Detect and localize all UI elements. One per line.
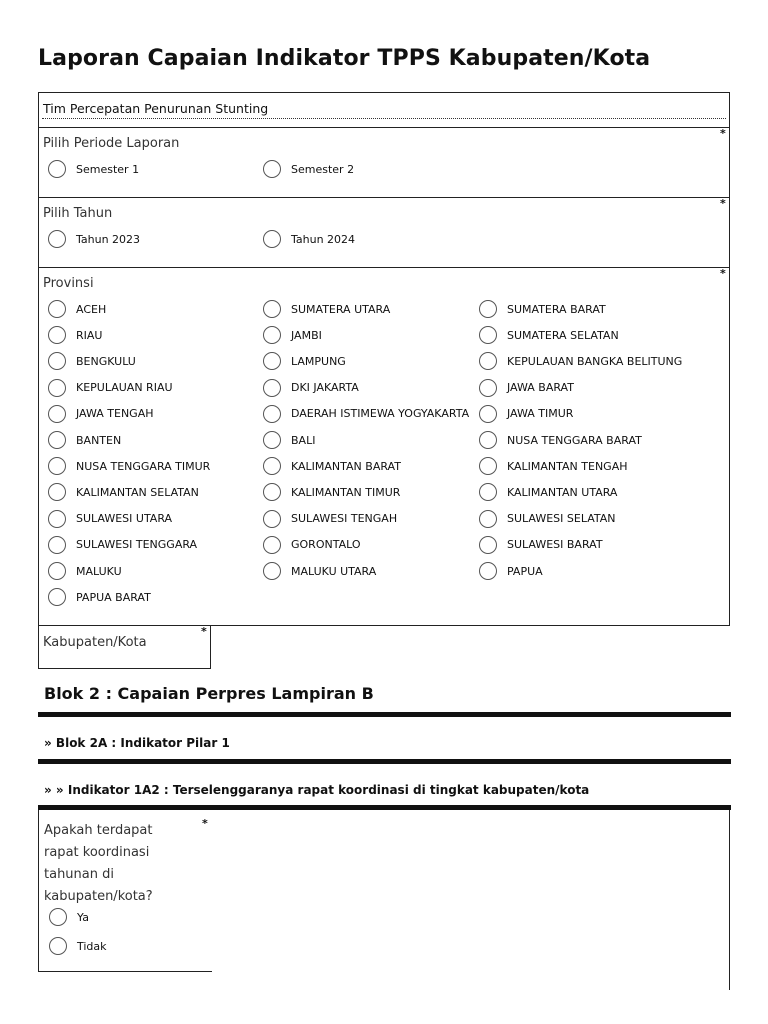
radio-button[interactable] <box>48 457 66 475</box>
radio-button[interactable] <box>48 431 66 449</box>
option-label: Semester 2 <box>291 162 355 176</box>
option-provinsi[interactable] <box>48 510 172 528</box>
option-provinsi[interactable] <box>48 326 102 344</box>
option-label: PAPUA BARAT <box>76 590 151 604</box>
radio-button[interactable] <box>479 431 497 449</box>
option-provinsi[interactable] <box>479 326 619 344</box>
option-provinsi[interactable] <box>263 510 397 528</box>
radio-button[interactable] <box>263 562 281 580</box>
option-provinsi[interactable] <box>479 457 628 475</box>
page-title: Laporan Capaian Indikator TPPS Kabupaten/Kota <box>38 46 651 71</box>
option-provinsi[interactable] <box>263 536 361 554</box>
required-marker: * <box>201 625 207 638</box>
required-marker: * <box>720 267 726 280</box>
radio-button[interactable] <box>479 300 497 318</box>
option-label: BENGKULU <box>76 354 136 368</box>
option-label: Tahun 2024 <box>291 232 356 246</box>
option-label: SULAWESI UTARA <box>76 512 173 526</box>
option-label: NUSA TENGGARA TIMUR <box>76 459 211 473</box>
option-provinsi[interactable] <box>48 588 151 606</box>
radio-button[interactable] <box>479 483 497 501</box>
option-provinsi[interactable] <box>263 431 315 449</box>
option-label: PAPUA <box>507 564 543 578</box>
option-tahun-2024[interactable] <box>263 230 355 248</box>
radio-button[interactable] <box>48 352 66 370</box>
option-label: SULAWESI SELATAN <box>507 512 616 526</box>
radio-button[interactable] <box>49 937 67 955</box>
radio-button[interactable] <box>49 908 67 926</box>
radio-button[interactable] <box>479 536 497 554</box>
option-label: SULAWESI TENGAH <box>291 512 398 526</box>
option-provinsi[interactable] <box>48 300 106 318</box>
divider <box>38 197 730 198</box>
option-label: KEPULAUAN RIAU <box>76 381 173 395</box>
option-label: Tahun 2023 <box>76 232 141 246</box>
option-label: LAMPUNG <box>291 354 346 368</box>
option-label: Ya <box>77 910 89 924</box>
indikator-1a2-heading: » » Indikator 1A2 : Terselenggaranya rapat koordinasi di tingkat kabupaten/kota <box>44 783 590 797</box>
option-label: KEPULAUAN BANGKA BELITUNG <box>507 354 683 368</box>
radio-button[interactable] <box>48 230 66 248</box>
blok-2a-heading: » Blok 2A : Indikator Pilar 1 <box>44 736 230 750</box>
option-provinsi[interactable] <box>48 562 122 580</box>
option-provinsi[interactable] <box>479 300 606 318</box>
option-provinsi[interactable] <box>479 405 573 423</box>
question-border-left <box>38 810 39 972</box>
option-label: JAWA TENGAH <box>76 407 154 421</box>
option-label: DAERAH ISTIMEWA YOGYAKARTA <box>291 407 470 421</box>
radio-button[interactable] <box>263 326 281 344</box>
periode-label: Pilih Periode Laporan <box>43 136 180 151</box>
option-label: Tidak <box>77 939 107 953</box>
radio-button[interactable] <box>48 588 66 606</box>
radio-button[interactable] <box>48 562 66 580</box>
radio-button[interactable] <box>48 300 66 318</box>
option-label: SULAWESI BARAT <box>507 538 603 552</box>
option-tahun-2023[interactable] <box>48 230 140 248</box>
radio-button[interactable] <box>48 536 66 554</box>
option-semester-2[interactable] <box>263 160 354 178</box>
radio-button[interactable] <box>263 160 281 178</box>
option-label: ACEH <box>76 302 107 316</box>
option-provinsi[interactable] <box>479 562 543 580</box>
radio-button[interactable] <box>263 457 281 475</box>
option-label: RIAU <box>76 328 103 342</box>
radio-button[interactable] <box>263 379 281 397</box>
required-marker: * <box>720 197 726 210</box>
option-semester-1[interactable] <box>48 160 139 178</box>
option-provinsi[interactable] <box>263 352 346 370</box>
radio-button[interactable] <box>263 431 281 449</box>
radio-button[interactable] <box>48 405 66 423</box>
option-label: KALIMANTAN SELATAN <box>76 485 199 499</box>
option-provinsi[interactable] <box>479 379 574 397</box>
option-provinsi[interactable] <box>48 379 173 397</box>
question-border-right <box>729 810 730 990</box>
option-provinsi[interactable] <box>48 457 210 475</box>
radio-button[interactable] <box>48 379 66 397</box>
option-provinsi[interactable] <box>48 431 121 449</box>
radio-button[interactable] <box>48 483 66 501</box>
option-label: KALIMANTAN BARAT <box>291 459 401 473</box>
radio-button[interactable] <box>263 352 281 370</box>
option-label: GORONTALO <box>291 538 361 552</box>
radio-button[interactable] <box>48 326 66 344</box>
option-label: MALUKU UTARA <box>291 564 377 578</box>
option-label: BANTEN <box>76 433 122 447</box>
radio-button[interactable] <box>263 483 281 501</box>
divider <box>38 267 730 268</box>
option-label: JAWA TIMUR <box>507 407 574 421</box>
team-name: Tim Percepatan Penurunan Stunting <box>43 101 269 116</box>
radio-button[interactable] <box>263 230 281 248</box>
option-provinsi[interactable] <box>48 483 199 501</box>
option-label: SUMATERA BARAT <box>507 302 606 316</box>
option-provinsi[interactable] <box>479 431 642 449</box>
option-provinsi[interactable] <box>263 300 390 318</box>
radio-button[interactable] <box>479 457 497 475</box>
option-provinsi[interactable] <box>48 352 136 370</box>
option-provinsi[interactable] <box>263 562 376 580</box>
radio-button[interactable] <box>479 326 497 344</box>
option-provinsi[interactable] <box>263 483 400 501</box>
option-label: DKI JAKARTA <box>291 381 359 395</box>
radio-button[interactable] <box>479 379 497 397</box>
option-provinsi[interactable] <box>263 405 469 423</box>
question-text <box>44 820 153 908</box>
question-line: rapat koordinasi <box>44 845 150 860</box>
option-provinsi[interactable] <box>479 536 603 554</box>
tahun-label: Pilih Tahun <box>43 206 113 221</box>
option-provinsi[interactable] <box>479 352 682 370</box>
question-line: kabupaten/kota? <box>44 889 153 904</box>
required-marker: * <box>202 817 208 830</box>
question-line: Apakah terdapat <box>44 823 153 838</box>
divider <box>38 127 730 128</box>
option-label: BALI <box>291 433 316 447</box>
option-label: JAMBI <box>291 328 322 342</box>
question-border-bottom <box>38 971 212 972</box>
option-label: KALIMANTAN TIMUR <box>291 485 401 499</box>
option-label: KALIMANTAN UTARA <box>507 485 618 499</box>
radio-button[interactable] <box>263 536 281 554</box>
radio-button[interactable] <box>479 562 497 580</box>
radio-button[interactable] <box>263 405 281 423</box>
radio-button[interactable] <box>479 352 497 370</box>
option-label: KALIMANTAN TENGAH <box>507 459 628 473</box>
option-ya[interactable] <box>49 908 89 926</box>
option-label: MALUKU <box>76 564 122 578</box>
radio-button[interactable] <box>48 160 66 178</box>
option-tidak[interactable] <box>49 937 107 955</box>
section-rule <box>38 712 731 717</box>
option-label: SUMATERA UTARA <box>291 302 391 316</box>
section-rule <box>38 759 731 764</box>
radio-button[interactable] <box>479 405 497 423</box>
option-provinsi[interactable] <box>48 536 197 554</box>
option-label: NUSA TENGGARA BARAT <box>507 433 642 447</box>
option-label: SULAWESI TENGGARA <box>76 538 198 552</box>
option-provinsi[interactable] <box>263 326 322 344</box>
blok-2-heading: Blok 2 : Capaian Perpres Lampiran B <box>44 684 374 703</box>
radio-button[interactable] <box>263 300 281 318</box>
option-provinsi[interactable] <box>479 483 617 501</box>
team-name-underline <box>42 118 726 119</box>
option-provinsi[interactable] <box>48 405 154 423</box>
option-provinsi[interactable] <box>263 457 401 475</box>
option-provinsi[interactable] <box>263 379 359 397</box>
option-label: SUMATERA SELATAN <box>507 328 619 342</box>
question-line: tahunan di <box>44 867 114 882</box>
required-marker: * <box>720 127 726 140</box>
kabupaten-label: Kabupaten/Kota <box>43 635 147 650</box>
provinsi-label: Provinsi <box>43 276 94 291</box>
radio-button[interactable] <box>479 510 497 528</box>
section-rule <box>38 805 731 810</box>
radio-button[interactable] <box>263 510 281 528</box>
radio-button[interactable] <box>48 510 66 528</box>
option-label: Semester 1 <box>76 162 140 176</box>
option-provinsi[interactable] <box>479 510 616 528</box>
option-label: JAWA BARAT <box>507 381 574 395</box>
